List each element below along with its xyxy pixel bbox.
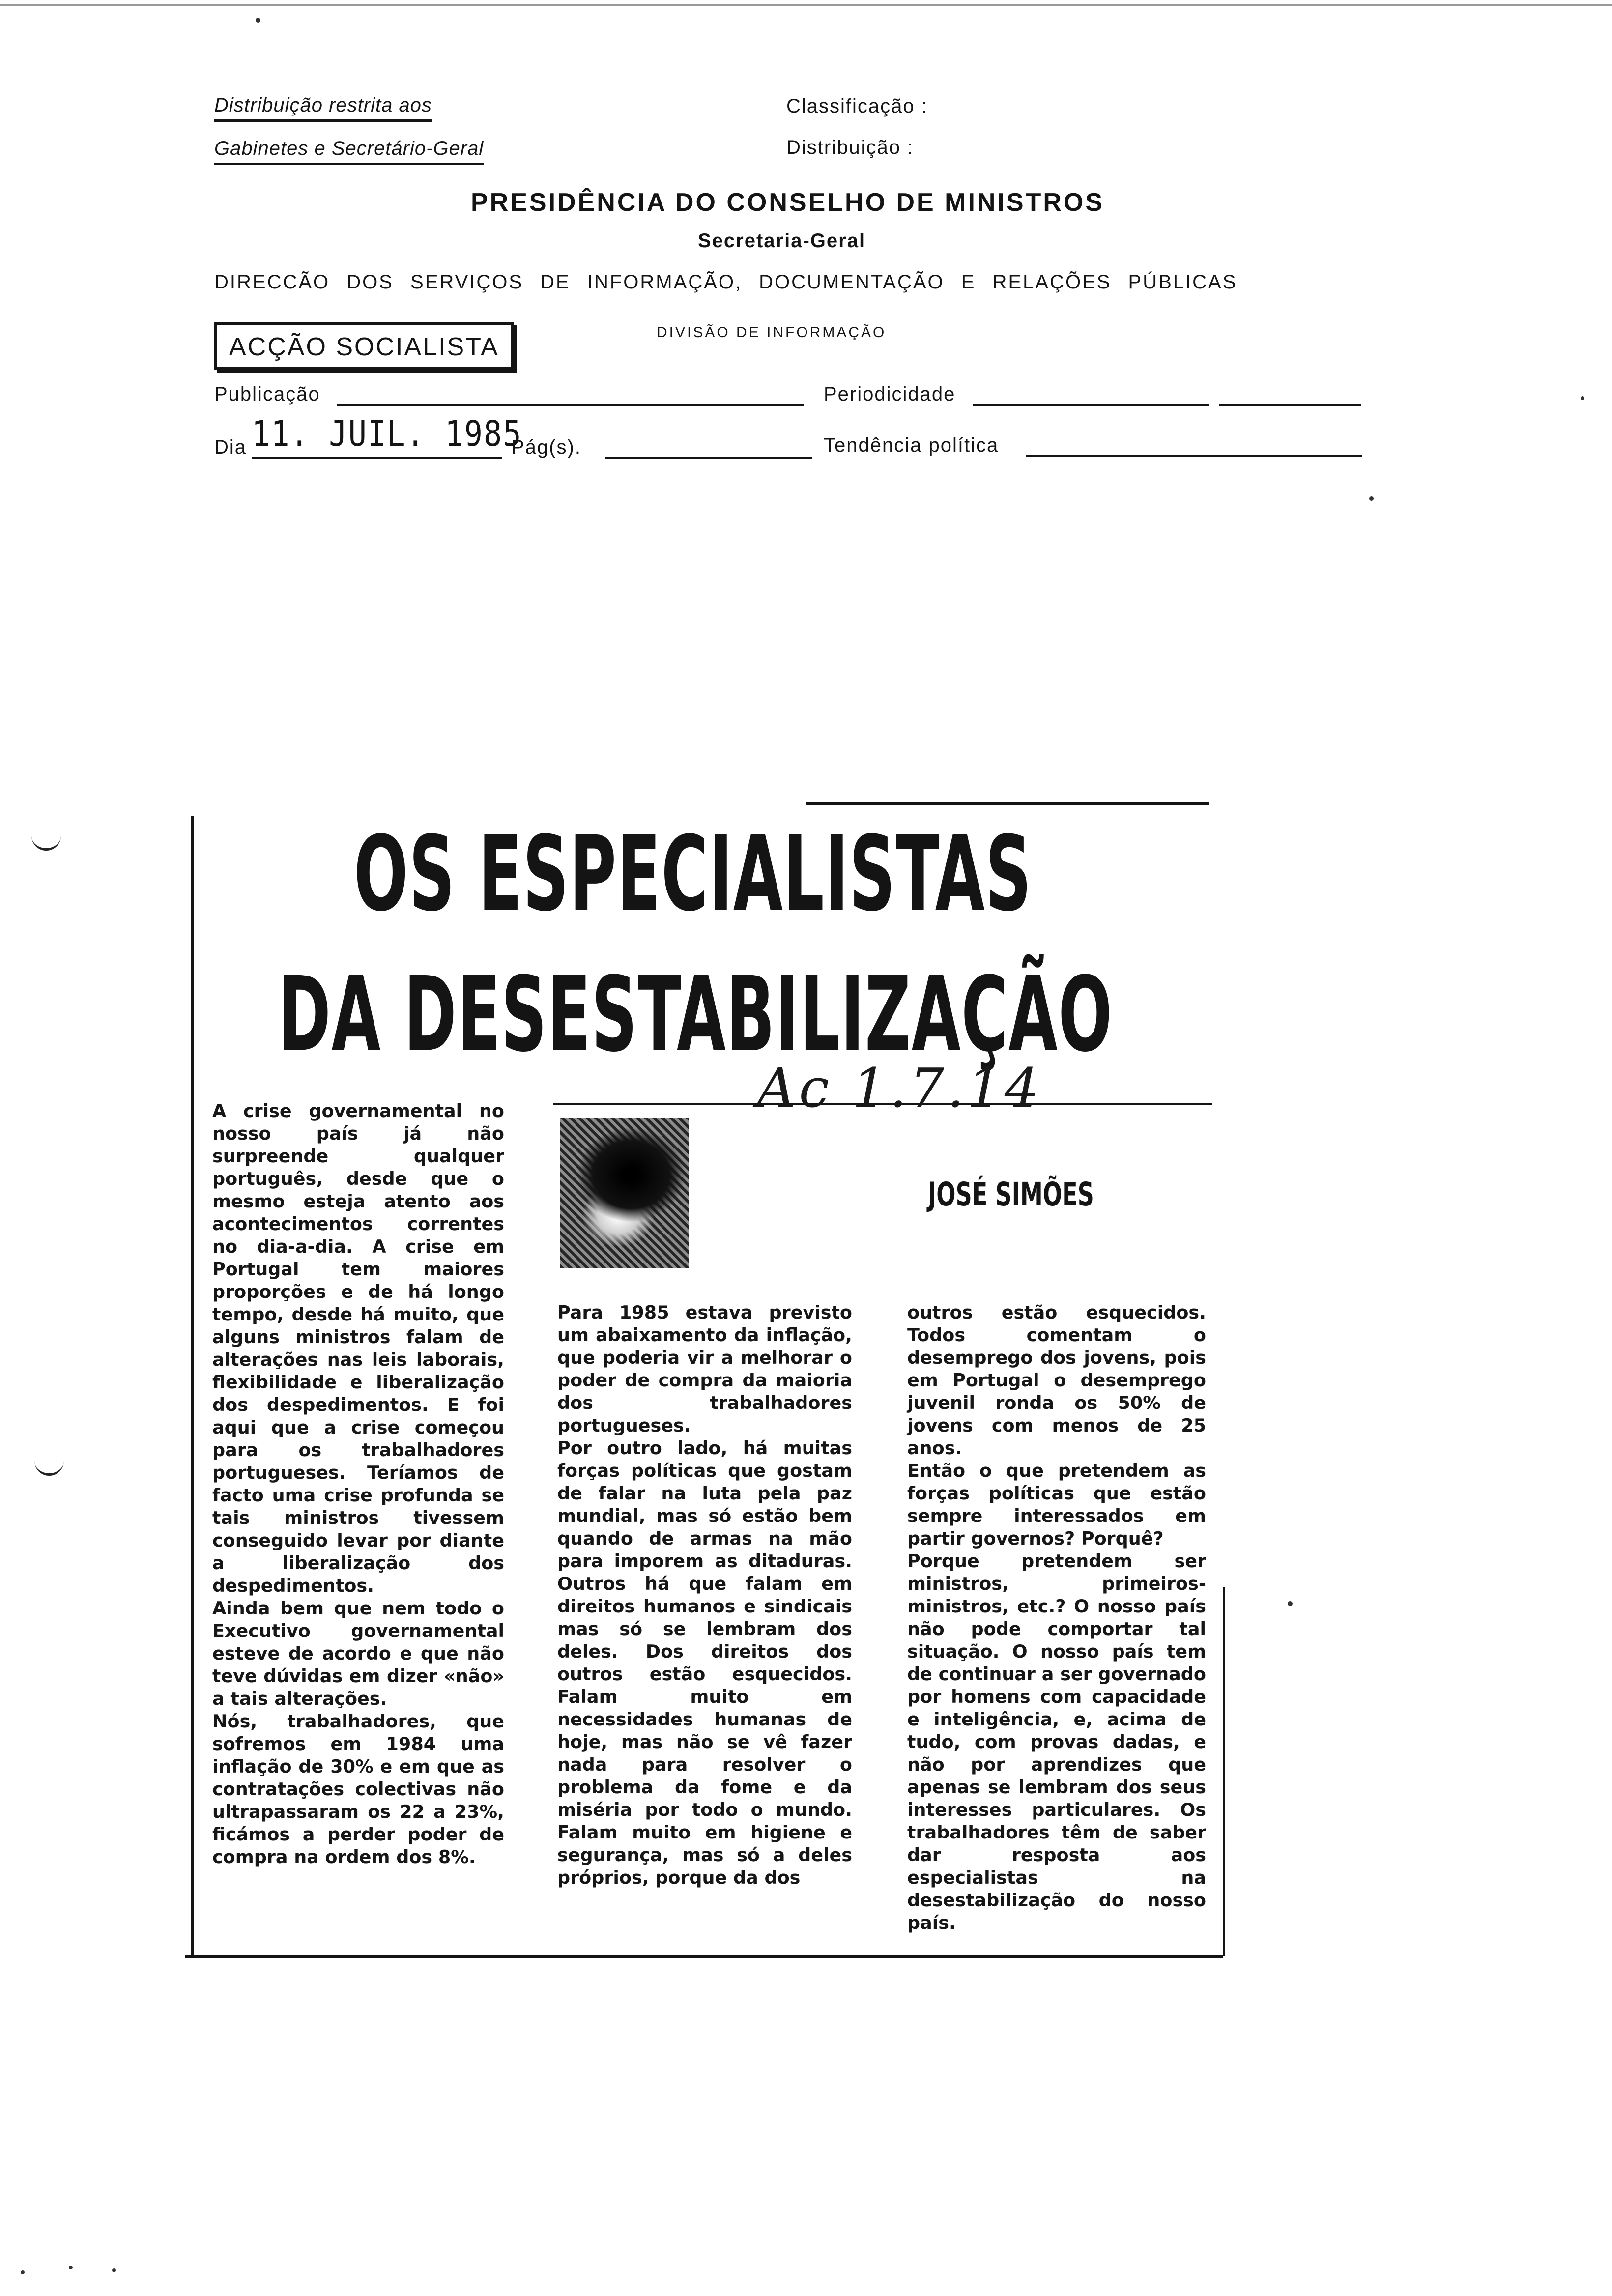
secretariat-title: Secretaria-Geral [698,230,866,252]
publication-stamp: ACÇÃO SOCIALISTA [214,322,514,370]
article-column-1: A crise governamental no nosso país já não surpreende qualquer português, desde que o mesmo esteja atento aos acontecimentos correntes no dia-a-dia. A crise em Portugal tem maiores proporções e de há longo tempo, desde há muito, que alguns ministros falam de alterações nas leis laborais, flexibilidade e liberalização dos despedimentos. E foi aqui que a crise começou para os trabalhadores portugueses. Teríamos de facto uma crise profunda se tais ministros tivessem conseguido levar por diante a liberalização dos despedimentos. Ainda bem que nem todo o Executivo governamental esteve de acordo e que não teve dúvidas em dizer «não» a tais alterações. Nós, trabalhadores, que sofremos em 1984 uma inflação de 30% e em que as contratações colectivas não ultrapassaram os 22 a 23%, ficámos a perder poder de compra na ordem dos 8%. [212,1100,504,1867]
author-photo [560,1118,689,1268]
article-column-2: Para 1985 estava previsto um abaixamento da inflação, que poderia vir a melhorar o poder de compra da maioria dos trabalhadores portugueses. Por outro lado, há muitas forças políticas que gostam de falar na luta pela paz mundial, mas só estão bem quando de armas na mão para imporem as ditaduras. Outros há que falam em direitos humanos e sindicais mas só se lembram dos deles. Dos direitos dos outros estão esquecidos. Falam muito em necessidades humanas de hoje, mas não se vê fazer nada para resolver o problema da fome e da miséria por todo o mundo. Falam muito em higiene e segurança, mas só a deles próprios, porque da dos [557,1302,852,1888]
headline-line1: OS ESPECIALISTAS [354,814,1032,934]
clipping-bottom-rule [185,1955,1223,1958]
clipping-left-rule [191,816,194,1956]
handwritten-annotation: Ac 1.7.14 [757,1057,1042,1119]
scan-speck [256,18,260,23]
clipping-top-rule [806,802,1209,805]
date-stamp: 11. JUIL. 1985 [252,413,522,455]
division-label: DIVISÃO DE INFORMAÇÃO [657,324,887,341]
day-label: Dia [214,436,247,458]
periodicity-label: Periodicidade [824,383,956,405]
distribution-label: Distribuição : [786,137,914,158]
service-directorate: DIRECCÃO DOS SERVIÇOS DE INFORMAÇÃO, DOCUMENTAÇÃO E RELAÇÕES PÚBLICAS [214,271,1238,293]
headline-line2: DA DESESTABILIZAÇÃO [278,954,1113,1075]
scan-speck [69,2266,73,2269]
ministry-title: PRESIDÊNCIA DO CONSELHO DE MINISTROS [471,188,1105,217]
clipping-right-rule [1223,1587,1225,1956]
periodicity-field-line-1 [973,404,1209,406]
scan-speck [21,2270,25,2274]
distribution-restricted-line1: Distribuição restrita aos [214,94,432,122]
publication-label: Publicação [214,383,320,405]
pages-label: Pág(s). [511,436,581,458]
scan-speck [112,2268,116,2272]
scan-speck [1369,496,1374,501]
author-byline: JOSÉ SIMÕES [928,1176,1094,1213]
periodicity-field-line-2 [1219,404,1361,406]
hole-punch-mark-upper [31,831,61,851]
hole-punch-mark-lower [34,1456,64,1476]
scan-speck [1288,1601,1293,1606]
tendency-field-line [1026,455,1362,457]
classification-label: Classificação : [786,95,928,117]
distribution-restricted-line2: Gabinetes e Secretário-Geral [214,138,484,165]
day-field-line [252,457,502,459]
tendency-label: Tendência política [824,434,999,456]
pages-field-line [605,457,812,459]
publication-field-line [337,404,804,406]
scan-speck [1581,396,1584,400]
scan-top-edge [0,4,1612,6]
article-column-3: outros estão esquecidos. Todos comentam o desemprego dos jovens, pois em Portugal o desemprego juvenil ronda os 50% de jovens com menos de 25 anos. Então o que pretendem as forças políticas que estão sempre interessados em partir governos? Porquê? Porque pretendem ser ministros, primeiros-ministros, etc.? O nosso país não pode comportar tal situação. O nosso país tem de continuar a ser governado por homens com capacidade e inteligência, e, acima de tudo, com provas dadas, e não por aprendizes que apenas se lembram dos seus interesses particulares. Os trabalhadores têm de saber dar resposta aos especialistas na desestabilização do nosso país. [907,1302,1206,1933]
